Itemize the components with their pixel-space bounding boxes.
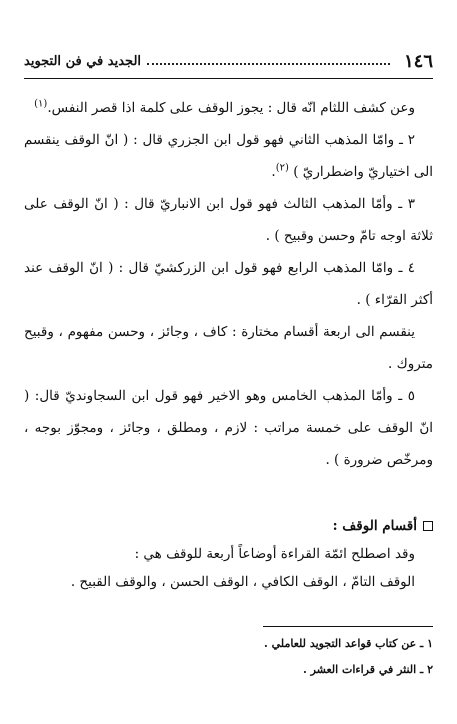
running-title: الجديد في فن التجويد [24, 53, 142, 69]
section-heading [24, 512, 433, 540]
paragraph-kashf [24, 92, 433, 124]
paragraph-end: . [271, 164, 276, 180]
paragraph-fourth-school: ٤ ـ وامّا المذهب الرابع فهو قول ابن الزركشيّ قال : ( انّ الوقف عند أكثر القرّاء ) . [24, 260, 433, 308]
footnote-ref-1: (١) [34, 98, 48, 110]
section-types-of-waqf [24, 512, 433, 596]
page-header [24, 50, 433, 72]
section-line-intro: وقد اصطلح ائمّة القراءة أوضاعاً أربعة للوقف هي : [134, 546, 415, 562]
paragraph-four-divisions: ينقسم الى اربعة أقسام مختارة : كاف ، وجائز ، وحسن مفهوم ، وقبيح متروك . [24, 324, 433, 372]
paragraph-text: وعن كشف اللثام انّه قال : يجوز الوقف على كلمة اذا قصر النفس. [47, 100, 415, 116]
footnotes [24, 631, 433, 683]
footnote-rule [263, 626, 433, 627]
paragraph-third-school: ٣ ـ وأمّا المذهب الثالث فهو قول ابن الانباريّ قال : ( انّ الوقف على ثلاثة اوجه تامّ وحسن وقبيح ) . [24, 196, 433, 244]
paragraph-second-school [24, 124, 433, 188]
header-rule [24, 78, 433, 79]
page-number: ١٤٦ [403, 50, 433, 72]
section-line-list: الوقف التامّ ، الوقف الكافي ، الوقف الحسن ، والوقف القبيح . [70, 574, 415, 590]
footnote-2: ٢ ـ النثر في قراءات العشر . [302, 663, 433, 676]
footnote-1: ١ ـ عن كتاب قواعد التجويد للعاملي . [263, 637, 433, 650]
paragraph-fifth-school: ٥ ـ وأمّا المذهب الخامس وهو الاخير فهو قول ابن السجاونديّ قال: ( انّ الوقف على خمسة مراتب : لازم ، ومطلق ، وجائز ، ومجوّز بوجه ، ومرخّص ضرورة ) . [24, 388, 433, 468]
header-dotted-leader [147, 63, 390, 65]
section-heading-text: أقسام الوقف : [332, 518, 417, 534]
main-text [24, 92, 433, 476]
square-bullet-icon [423, 521, 433, 531]
paragraph-text: ٢ ـ وامّا المذهب الثاني فهو قول ابن الجزري قال : ( انّ الوقف ينقسم الى اختياريّ واضطراريّ ) [24, 132, 433, 180]
footnote-ref-2: (٢) [275, 162, 289, 174]
